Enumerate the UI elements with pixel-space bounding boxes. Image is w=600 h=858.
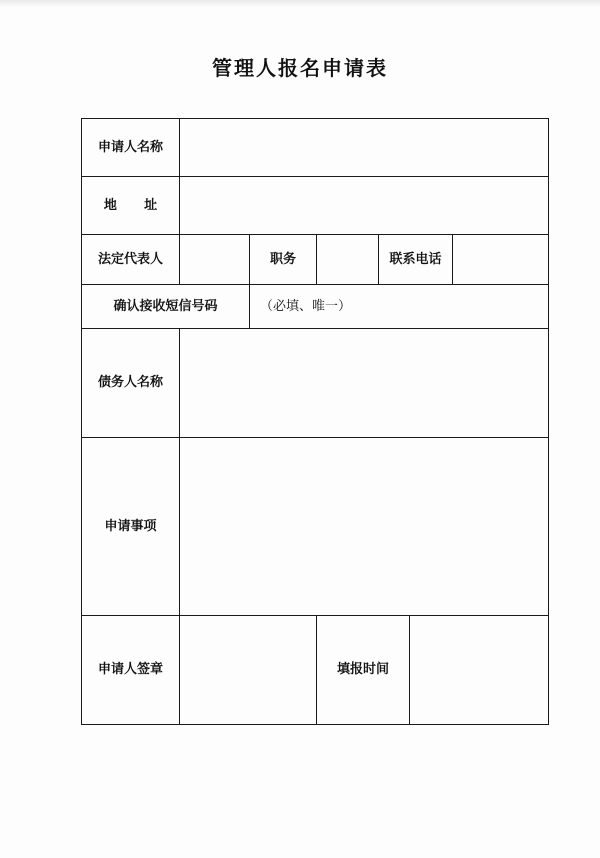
form-row-sms: [82, 285, 549, 329]
fill-date-label: 填报时间: [317, 616, 410, 725]
form-row-debtor: [82, 329, 549, 438]
application-matters-label: 申请事项: [82, 438, 180, 616]
form-row-address: [82, 177, 549, 235]
position-field[interactable]: [317, 235, 379, 285]
form-row-signature: [82, 616, 549, 725]
debtor-name-field[interactable]: [180, 329, 549, 438]
sms-number-field[interactable]: [250, 285, 549, 329]
legal-rep-field[interactable]: [180, 235, 250, 285]
applicant-name-field[interactable]: [180, 119, 549, 177]
position-label: 职务: [250, 235, 317, 285]
application-matters-field[interactable]: [180, 438, 549, 616]
address-label-text: 地 址: [103, 197, 158, 213]
legal-rep-label: 法定代表人: [82, 235, 180, 285]
form-row-applicant: [82, 119, 549, 177]
applicant-seal-field[interactable]: [180, 616, 317, 725]
form-row-matters: [82, 438, 549, 616]
form-row-representative: [82, 235, 549, 285]
applicant-name-label: 申请人名称: [82, 119, 180, 177]
sms-number-label: 确认接收短信号码: [82, 285, 250, 329]
scan-edge: [0, 0, 600, 7]
phone-label: 联系电话: [379, 235, 453, 285]
phone-field[interactable]: [453, 235, 549, 285]
sms-number-hint: （必填、唯一）: [260, 298, 352, 314]
page-title: 管理人报名申请表: [212, 56, 388, 80]
applicant-seal-label: 申请人签章: [82, 616, 180, 725]
debtor-name-label: 债务人名称: [82, 329, 180, 438]
fill-date-field[interactable]: [410, 616, 549, 725]
address-field[interactable]: [180, 177, 549, 235]
application-form-table: [81, 118, 549, 725]
address-label: [82, 177, 180, 235]
